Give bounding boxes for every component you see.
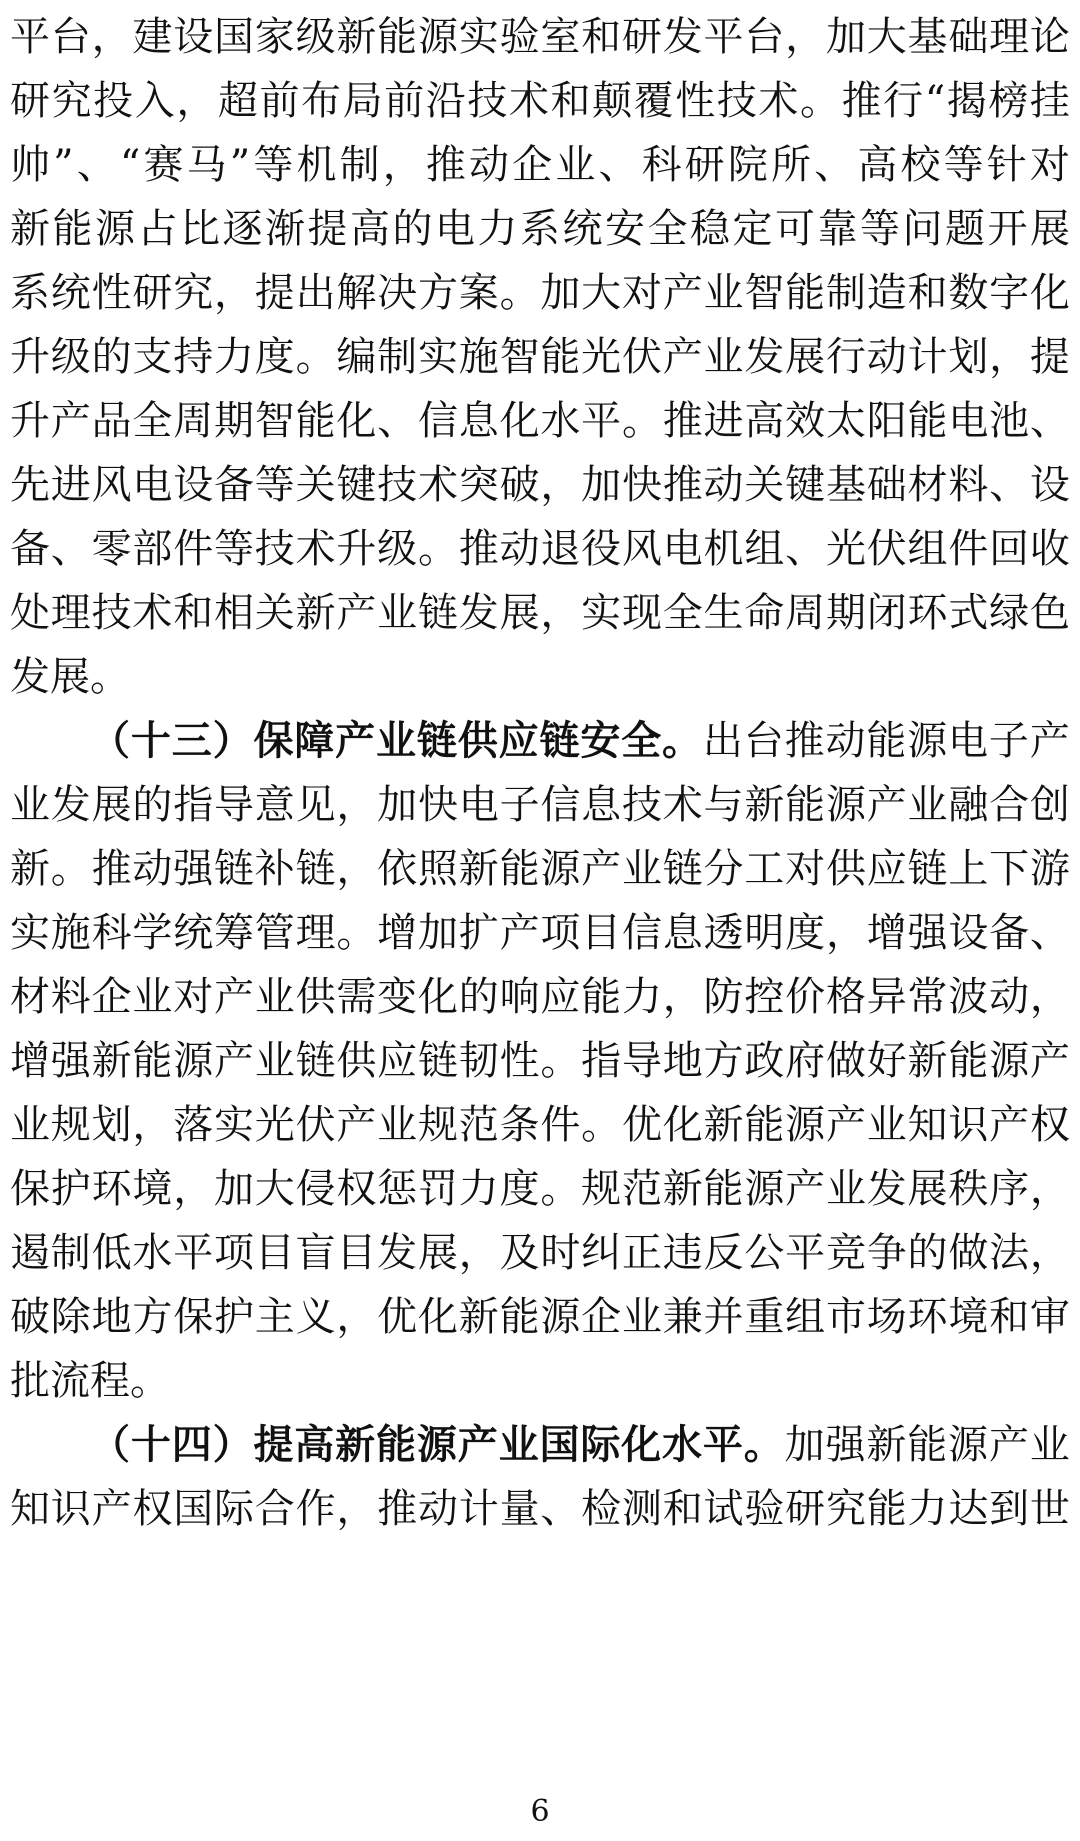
- text-line: 帅 ” 、 “ 赛 马 ” 等 机 制 ， 推 动 企 业 、 科 研 院 所 、 高 校 等 针 对: [10, 142, 1070, 188]
- text-line: 研 究 投 入 ， 超 前 布 局 前 沿 技 术 和 颠 覆 性 技 术 。 推 行 “ 揭 榜 挂: [10, 78, 1070, 124]
- text-line: 备 、 零 部 件 等 技 术 升 级 。 推 动 退 役 风 电 机 组 、 光 伏 组 件 回 收: [10, 526, 1070, 572]
- text-line-last: 批流程。: [10, 1358, 170, 1404]
- text-line: 保 护 环 境 ， 加 大 侵 权 惩 罚 力 度 。 规 范 新 能 源 产 业 发 展 秩 序 ，: [10, 1166, 1070, 1212]
- text-line: 增 强 新 能 源 产 业 链 供 应 链 韧 性 。 指 导 地 方 政 府 做 好 新 能 源 产: [10, 1038, 1070, 1084]
- text-line: 材 料 企 业 对 产 业 供 需 变 化 的 响 应 能 力 ， 防 控 价 格 异 常 波 动 ，: [10, 974, 1070, 1020]
- section-14-first-line: （ 十 四 ） 提 高 新 能 源 产 业 国 际 化 水 平 。 加 强 新 能 源 产 业: [90, 1421, 1070, 1468]
- text-line: 知 识 产 权 国 际 合 作 ， 推 动 计 量 、 检 测 和 试 验 研 究 能 力 达 到 世: [10, 1486, 1070, 1532]
- page-number: 6: [530, 1794, 550, 1829]
- text-line: 破 除 地 方 保 护 主 义 ， 优 化 新 能 源 企 业 兼 并 重 组 市 场 环 境 和 审: [10, 1294, 1070, 1340]
- section-13-first-line: （ 十 三 ） 保 障 产 业 链 供 应 链 安 全 。 出 台 推 动 能 源 电 子 产: [90, 717, 1070, 764]
- text-line: 处 理 技 术 和 相 关 新 产 业 链 发 展 ， 实 现 全 生 命 周 期 闭 环 式 绿 色: [10, 590, 1070, 636]
- text-line: 新 。 推 动 强 链 补 链 ， 依 照 新 能 源 产 业 链 分 工 对 供 应 链 上 下 游: [10, 846, 1070, 892]
- text-line: 平 台 ， 建 设 国 家 级 新 能 源 实 验 室 和 研 发 平 台 ， 加 大 基 础 理 论: [10, 14, 1070, 60]
- text-line: 遏 制 低 水 平 项 目 盲 目 发 展 ， 及 时 纠 正 违 反 公 平 竞 争 的 做 法 ，: [10, 1230, 1070, 1276]
- text-line: 升 产 品 全 周 期 智 能 化 、 信 息 化 水 平 。 推 进 高 效 太 阳 能 电 池 、: [10, 398, 1070, 444]
- text-line: 新 能 源 占 比 逐 渐 提 高 的 电 力 系 统 安 全 稳 定 可 靠 等 问 题 开 展: [10, 206, 1070, 252]
- text-line: 实 施 科 学 统 筹 管 理 。 增 加 扩 产 项 目 信 息 透 明 度 ， 增 强 设 备 、: [10, 910, 1070, 956]
- text-line-last: 发展。: [10, 654, 130, 700]
- text-line: 业 规 划 ， 落 实 光 伏 产 业 规 范 条 件 。 优 化 新 能 源 产 业 知 识 产 权: [10, 1102, 1070, 1148]
- text-line: 业 发 展 的 指 导 意 见 ， 加 快 电 子 信 息 技 术 与 新 能 源 产 业 融 合 创: [10, 782, 1070, 828]
- text-line: 先 进 风 电 设 备 等 关 键 技 术 突 破 ， 加 快 推 动 关 键 基 础 材 料 、 设: [10, 462, 1070, 508]
- text-line: 升 级 的 支 持 力 度 。 编 制 实 施 智 能 光 伏 产 业 发 展 行 动 计 划 ， 提: [10, 334, 1070, 380]
- text-line: 系 统 性 研 究 ， 提 出 解 决 方 案 。 加 大 对 产 业 智 能 制 造 和 数 字 化: [10, 270, 1070, 316]
